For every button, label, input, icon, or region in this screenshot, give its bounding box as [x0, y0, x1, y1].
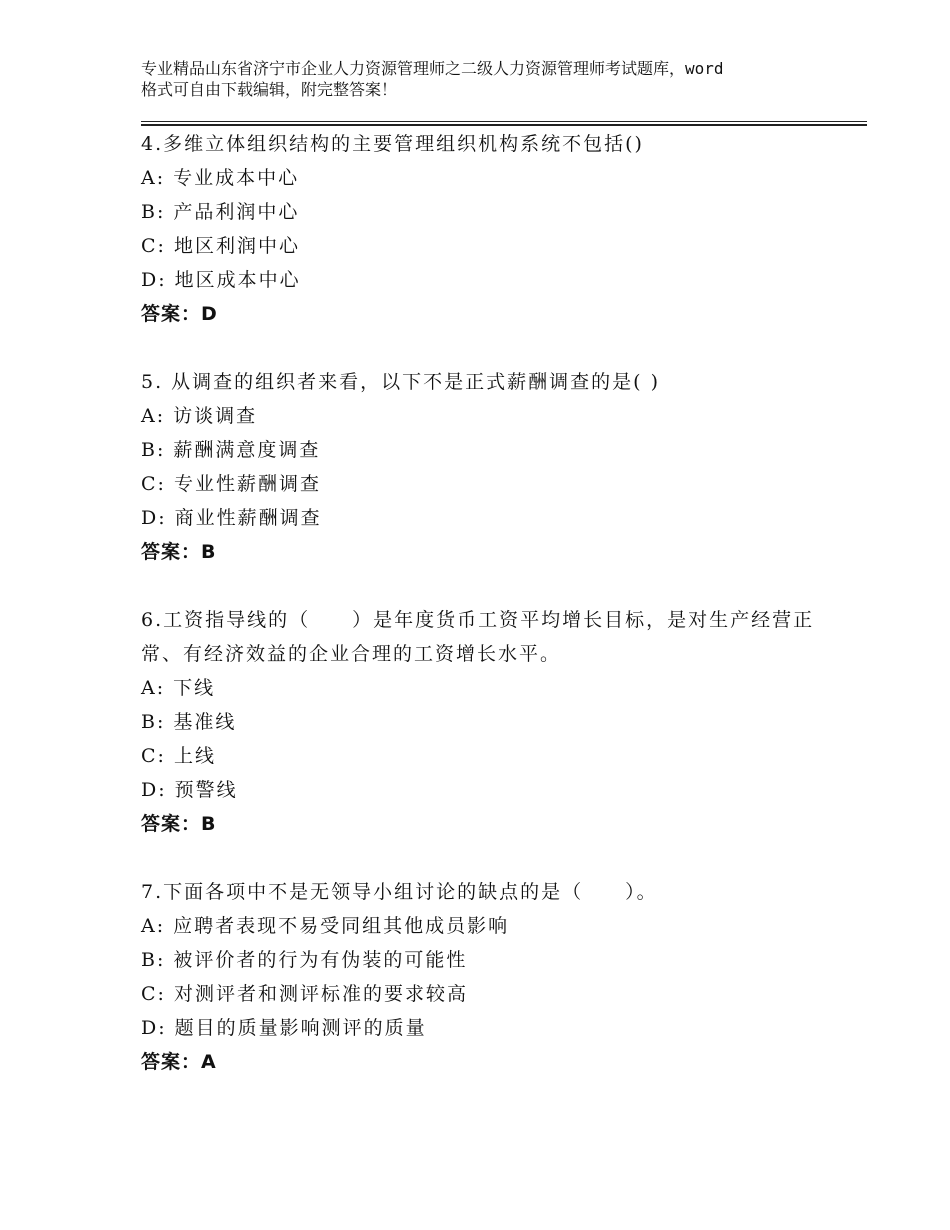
option-a: A: 下线 — [141, 677, 216, 699]
option-b: B: 产品利润中心 — [141, 201, 300, 223]
header-line-1: 专业精品山东省济宁市企业人力资源管理师之二级人力资源管理师考试题库，word — [141, 59, 724, 78]
option-b: B: 被评价者的行为有伪装的可能性 — [141, 949, 468, 971]
question-stem: 4.多维立体组织结构的主要管理组织机构系统不包括() — [141, 133, 644, 155]
option-a: A: 应聘者表现不易受同组其他成员影响 — [141, 915, 510, 937]
question-stem: 7.下面各项中不是无领导小组讨论的缺点的是（ ）。 — [141, 881, 658, 903]
answer: 答案：B — [141, 813, 217, 835]
header-line-2: 格式可自由下载编辑，附完整答案！ — [141, 80, 398, 99]
question-stem: 5. 从调查的组织者来看，以下不是正式薪酬调查的是( ) — [141, 371, 661, 393]
option-c: C: 专业性薪酬调查 — [141, 473, 321, 495]
option-a: A: 访谈调查 — [141, 405, 258, 427]
answer: 答案：D — [141, 303, 218, 325]
option-c: C: 上线 — [141, 745, 216, 767]
question-stem: 6.工资指导线的（ ）是年度货币工资平均增长目标，是对生产经营正常、有经济效益的企业合理的工资增长水平。 — [141, 609, 815, 665]
option-d: D: 商业性薪酬调查 — [141, 507, 322, 529]
document-header — [141, 58, 841, 100]
option-d: D: 预警线 — [141, 779, 238, 801]
option-b: B: 薪酬满意度调查 — [141, 439, 321, 461]
question-5 — [141, 365, 841, 569]
header-divider-thick — [141, 124, 867, 126]
question-4 — [141, 127, 841, 331]
option-b: B: 基准线 — [141, 711, 237, 733]
question-list — [141, 127, 841, 1113]
question-6 — [141, 603, 841, 841]
option-c: C: 地区利润中心 — [141, 235, 300, 257]
answer: 答案：A — [141, 1051, 217, 1073]
option-d: D: 题目的质量影响测评的质量 — [141, 1017, 427, 1039]
option-a: A: 专业成本中心 — [141, 167, 300, 189]
header-divider-thin — [141, 121, 867, 122]
option-d: D: 地区成本中心 — [141, 269, 301, 291]
answer: 答案：B — [141, 541, 217, 563]
question-7 — [141, 875, 841, 1079]
option-c: C: 对测评者和测评标准的要求较高 — [141, 983, 468, 1005]
